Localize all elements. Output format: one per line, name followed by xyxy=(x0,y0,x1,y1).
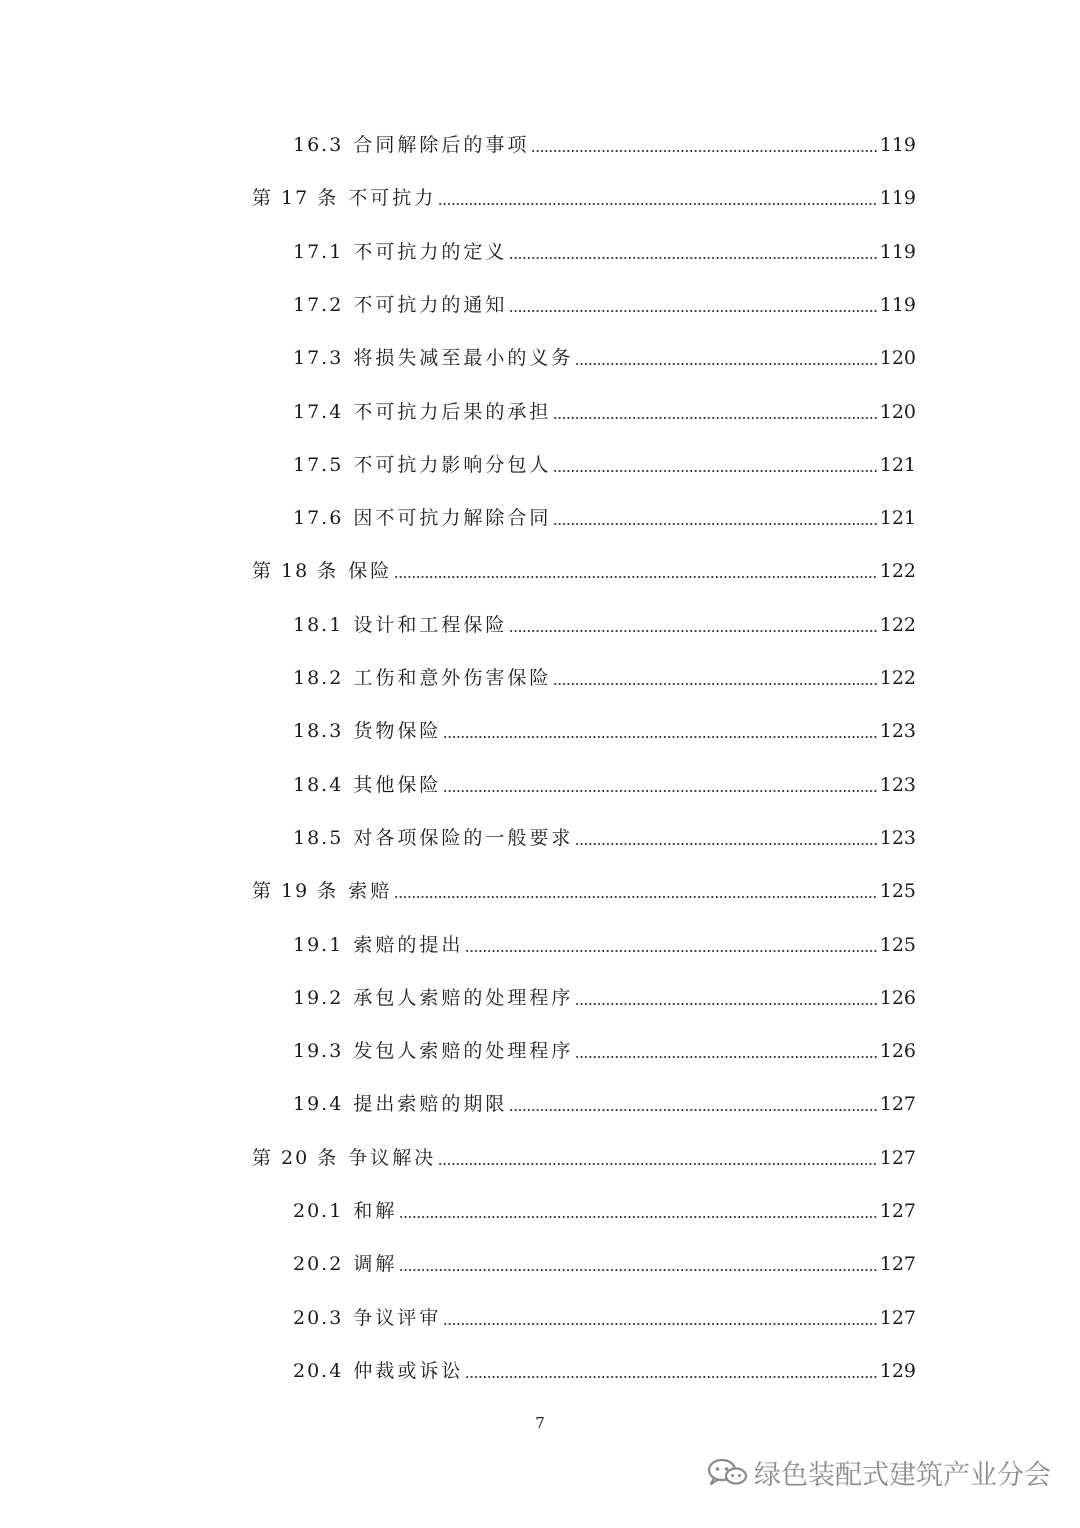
wechat-icon xyxy=(706,1457,748,1487)
toc-entry-number: 18.3 xyxy=(293,720,344,742)
toc-entry-number: 第 20 条 xyxy=(252,1147,339,1169)
toc-entry-number: 17.2 xyxy=(293,294,344,316)
toc-entry-title: 因不可抗力解除合同 xyxy=(353,507,552,529)
toc-entry-page: 125 xyxy=(879,880,916,902)
toc-entry-title: 承包人索赔的处理程序 xyxy=(353,987,574,1009)
dot-leader xyxy=(465,1369,877,1379)
toc-entry-number: 18.1 xyxy=(293,614,344,636)
toc-entry-page: 125 xyxy=(879,934,916,956)
toc-entry-page: 122 xyxy=(879,667,916,689)
dot-leader xyxy=(465,943,877,953)
toc-entry-title: 合同解除后的事项 xyxy=(353,134,530,156)
toc-entry-number: 19.3 xyxy=(293,1040,344,1062)
toc-entry-page: 123 xyxy=(879,720,916,742)
toc-entry xyxy=(293,1034,916,1068)
toc-entry xyxy=(293,235,916,269)
toc-entry xyxy=(293,714,916,748)
toc-entry-page: 127 xyxy=(879,1307,916,1329)
toc-entry-title: 不可抗力 xyxy=(348,187,437,209)
toc-entry-page: 121 xyxy=(879,454,916,476)
toc-entry-page: 123 xyxy=(879,827,916,849)
toc-entry-number: 19.1 xyxy=(293,934,344,956)
toc-entry-title: 设计和工程保险 xyxy=(353,614,508,636)
toc-entry-page: 119 xyxy=(879,241,916,263)
toc-entry-page: 121 xyxy=(879,507,916,529)
dot-leader xyxy=(553,676,877,686)
toc-entry-title: 和解 xyxy=(353,1200,398,1222)
toc-entry-page: 129 xyxy=(879,1360,916,1382)
toc-entry-number: 18.5 xyxy=(293,827,344,849)
toc-entry-title: 仲裁或诉讼 xyxy=(353,1360,464,1382)
dot-leader xyxy=(575,356,877,366)
toc-entry xyxy=(252,1141,916,1175)
dot-leader xyxy=(443,1316,877,1326)
toc-entry-page: 119 xyxy=(879,187,916,209)
watermark-text: 绿色装配式建筑产业分会 xyxy=(754,1459,1051,1491)
toc-entry-page: 127 xyxy=(879,1093,916,1115)
toc-entry-title: 将损失减至最小的义务 xyxy=(353,347,574,369)
toc-entry-title: 不可抗力的通知 xyxy=(353,294,508,316)
toc-entry-number: 20.2 xyxy=(293,1253,344,1275)
toc-entry-number: 17.3 xyxy=(293,347,344,369)
dot-leader xyxy=(394,569,877,579)
toc-entry xyxy=(293,448,916,482)
toc-entry-number: 第 18 条 xyxy=(252,560,339,582)
toc-entry xyxy=(293,395,916,429)
toc-entry-title: 不可抗力后果的承担 xyxy=(353,401,552,423)
toc-entry-page: 127 xyxy=(879,1147,916,1169)
toc-entry xyxy=(293,928,916,962)
toc-entry-title: 货物保险 xyxy=(353,720,442,742)
toc-entry-page: 119 xyxy=(879,134,916,156)
toc-entry xyxy=(252,554,916,588)
toc-entry-number: 第 19 条 xyxy=(252,880,339,902)
toc-entry-title: 发包人索赔的处理程序 xyxy=(353,1040,574,1062)
toc-entry-title: 提出索赔的期限 xyxy=(353,1093,508,1115)
dot-leader xyxy=(553,463,877,473)
toc-entry-page: 127 xyxy=(879,1200,916,1222)
toc-entry-page: 122 xyxy=(879,614,916,636)
toc-entry-number: 18.4 xyxy=(293,774,344,796)
toc-entry xyxy=(293,1354,916,1388)
toc-entry xyxy=(252,874,916,908)
toc-entry-number: 17.5 xyxy=(293,454,344,476)
toc-entry-number: 20.1 xyxy=(293,1200,344,1222)
toc-entry-number: 19.4 xyxy=(293,1093,344,1115)
dot-leader xyxy=(553,516,877,526)
dot-leader xyxy=(443,729,877,739)
toc-entry xyxy=(293,1194,916,1228)
page-number: 7 xyxy=(535,1414,545,1432)
toc-entry xyxy=(293,1247,916,1281)
toc-entry-number: 17.6 xyxy=(293,507,344,529)
toc-entry xyxy=(293,501,916,535)
toc-entry-number: 17.4 xyxy=(293,401,344,423)
toc-entry-number: 第 17 条 xyxy=(252,187,339,209)
toc-entry-number: 18.2 xyxy=(293,667,344,689)
toc-entry-title: 不可抗力影响分包人 xyxy=(353,454,552,476)
dot-leader xyxy=(575,836,877,846)
toc-entry xyxy=(293,288,916,322)
toc-entry-title: 不可抗力的定义 xyxy=(353,241,508,263)
dot-leader xyxy=(575,996,877,1006)
toc-entry-page: 127 xyxy=(879,1253,916,1275)
toc-entry-page: 122 xyxy=(879,560,916,582)
toc-entry-title: 索赔 xyxy=(348,880,393,902)
toc-entry-title: 对各项保险的一般要求 xyxy=(353,827,574,849)
toc-entry-number: 16.3 xyxy=(293,134,344,156)
toc-entry-title: 索赔的提出 xyxy=(353,934,464,956)
toc-entry-page: 120 xyxy=(879,347,916,369)
toc-entry xyxy=(293,1087,916,1121)
toc-entry xyxy=(293,341,916,375)
dot-leader xyxy=(531,143,877,153)
toc-entry-title: 争议评审 xyxy=(353,1307,442,1329)
dot-leader xyxy=(399,1209,877,1219)
toc-entry-title: 争议解决 xyxy=(348,1147,437,1169)
dot-leader xyxy=(438,1156,877,1166)
dot-leader xyxy=(553,410,877,420)
dot-leader xyxy=(438,196,877,206)
toc-entry-title: 调解 xyxy=(353,1253,398,1275)
toc-entry-number: 17.1 xyxy=(293,241,344,263)
dot-leader xyxy=(509,303,877,313)
toc-entry-page: 120 xyxy=(879,401,916,423)
toc-entry xyxy=(293,1301,916,1335)
toc-entry xyxy=(293,981,916,1015)
toc-entry xyxy=(252,181,916,215)
dot-leader xyxy=(399,1262,877,1272)
toc-entry-title: 工伤和意外伤害保险 xyxy=(353,667,552,689)
toc-entry-page: 119 xyxy=(879,294,916,316)
toc-entry-title: 保险 xyxy=(348,560,393,582)
dot-leader xyxy=(509,1102,877,1112)
toc-entry xyxy=(293,128,916,162)
toc-entry-page: 126 xyxy=(879,987,916,1009)
toc-entry xyxy=(293,768,916,802)
dot-leader xyxy=(509,623,877,633)
dot-leader xyxy=(509,250,877,260)
dot-leader xyxy=(443,783,877,793)
watermark xyxy=(706,1452,1051,1492)
toc-entry-page: 126 xyxy=(879,1040,916,1062)
toc-entry-title: 其他保险 xyxy=(353,774,442,796)
toc-entry xyxy=(293,661,916,695)
toc-entry xyxy=(293,821,916,855)
toc-entry xyxy=(293,608,916,642)
toc-entry-number: 20.3 xyxy=(293,1307,344,1329)
dot-leader xyxy=(394,889,877,899)
toc-entry-number: 20.4 xyxy=(293,1360,344,1382)
toc-entry-number: 19.2 xyxy=(293,987,344,1009)
toc-entry-page: 123 xyxy=(879,774,916,796)
dot-leader xyxy=(575,1049,877,1059)
